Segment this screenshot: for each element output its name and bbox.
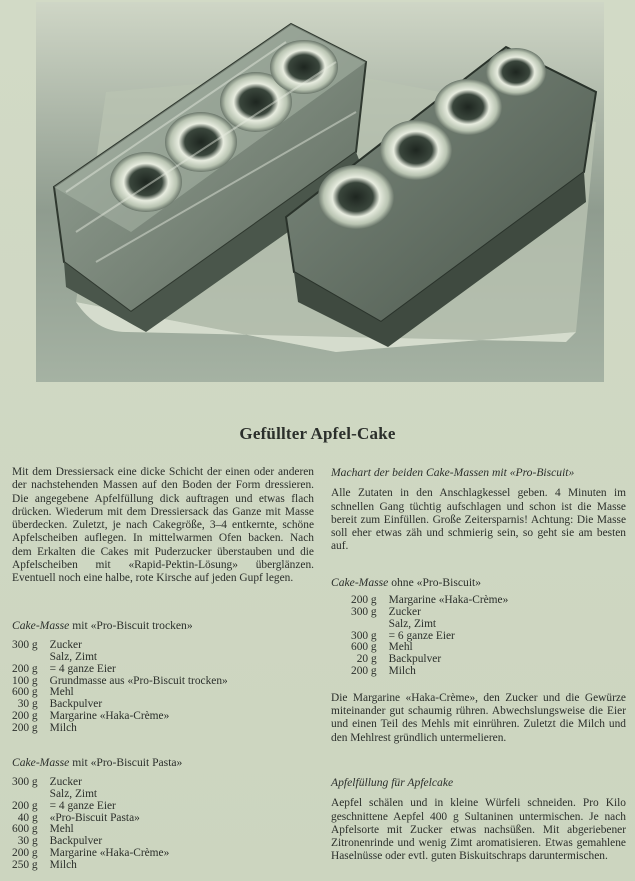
ingredient-row [351,619,508,631]
ingredient-qty: 600 g [12,686,38,699]
ingredient-name: Mehl [49,686,74,699]
ingredient-name: Mehl [388,641,413,654]
ingredient-name: = 6 ganze Eier [388,629,455,642]
recipe-pasta [12,756,182,872]
ingredient-qty: 200 g [12,847,38,860]
ingredient-qty: 200 g [351,594,377,607]
ingredient-name: Backpulver [388,653,442,666]
ingredient-qty: 30 g [17,835,38,848]
ingredient-qty: 200 g [12,710,38,723]
recipe-trocken [12,619,228,735]
ingredient-row [12,640,228,652]
heading-italic: Cake-Masse [12,756,70,769]
ingredient-row [12,711,228,723]
ingredient-name: Milch [49,858,77,871]
ingredient-row [12,652,228,664]
filling-paragraph: Aepfel schälen und in kleine Würfeli schneiden. Pro Kilo geschnittene Aepfel 400 g Sultaninen untermischen. Je nach Apfelsorte mit Zucker etwas nachsüßen. Mit abgeriebener Zitronenrinde und wenig Zimt aromatisieren. Etwas gemahlene Haselnüsse oder evtl. guten Biskuitschraps daruntermischen. [331,797,626,863]
ingredient-name: Zucker [388,606,421,619]
ingredient-row [12,687,228,699]
ingredient-qty: 300 g [351,629,377,642]
ingredient-qty: 300 g [351,606,377,619]
filling-section [331,776,626,864]
recipe-ohne [331,576,626,745]
ingredient-name: Backpulver [49,698,103,711]
ingredient-qty: 300 g [12,639,38,652]
heading-italic: Cake-Masse [12,619,70,632]
machart-paragraph: Alle Zutaten in den Anschlagkessel geben. 4 Minuten im schnellen Gang tüchtig aufschlagen und schon ist die Masse bereit zum Einfüllen. Große Zeitersparnis! Achtung: Die Masse soll eher etwas zäh und schmierig sein, so geht sie am besten auf. [331,487,626,553]
ingredient-name: Margarine «Haka-Crème» [388,594,509,607]
ingredient-list [351,595,508,678]
filling-heading: Apfelfüllung für Apfelcake [331,776,454,789]
ingredient-qty: 40 g [17,811,38,824]
ingredient-name: Grundmasse aus «Pro-Biscuit trocken» [49,674,228,687]
ingredient-qty: 30 g [17,698,38,711]
ingredient-row [12,860,169,872]
ingredient-qty: 200 g [351,665,377,678]
ingredient-name: Backpulver [49,835,103,848]
recipe-pasta-heading [12,756,182,769]
ingredient-name: Salz, Zimt [49,651,98,664]
ingredient-name: Margarine «Haka-Crème» [49,847,170,860]
page-title: Gefüllter Apfel-Cake [239,424,396,443]
right-column [331,466,626,863]
ingredient-list [12,777,169,871]
machart-heading: Machart der beiden Cake-Massen mit «Pro-Biscuit» [331,466,575,479]
ingredient-name: Salz, Zimt [388,617,437,630]
heading-rest: ohne «Pro-Biscuit» [388,576,482,589]
ingredient-row [12,664,228,676]
ingredient-qty: 600 g [12,823,38,836]
ingredient-row [12,676,228,688]
ingredient-name: Salz, Zimt [49,788,98,801]
ingredient-qty: 20 g [356,653,377,666]
apple-cake-illustration [36,2,604,382]
ingredient-qty [351,619,377,631]
ingredient-qty: 300 g [12,776,38,789]
ingredient-name: Zucker [49,776,82,789]
recipe-ohne-heading [331,576,626,589]
recipe-trocken-heading [12,619,228,632]
ingredient-name: = 4 ganze Eier [49,662,116,675]
intro-paragraph: Mit dem Dressiersack eine dicke Schicht der einen oder anderen der nachstehenden Massen auf den Boden der Form dressieren. Die angegebene Apfelfüllung dick auftragen und etwas flach drücken. Wiederum mit dem Dressiersack das Ganze mit Masse überdecken. Zuletzt, je nach Cakegröße, 3–4 entkernte, schöne Apfelscheiben auflegen. In mittelwarmen Ofen backen. Nach dem Erkalten die Cakes mit Puderzucker überstauben und die Apfelscheiben mit «Rapid-Pektin-Lösung» überglänzen. Eventuell noch eine halbe, rote Kirsche auf jeden Gupf legen. [12,466,314,585]
heading-rest: mit «Pro-Biscuit Pasta» [69,756,183,769]
ingredient-row [12,723,228,735]
recipe-ohne-paragraph: Die Margarine «Haka-Crème», den Zucker und die Gewürze miteinander gut schaumig rühren. Abwechslungsweise die Eier und einen Teil des Mehls mit einrühren. Zuletzt die Milch und den Mehlrest gründlich untermelieren. [331,691,626,744]
left-column [12,466,314,871]
ingredient-qty: 250 g [12,858,38,871]
ingredient-name: «Pro-Biscuit Pasta» [49,811,140,824]
apple-cake-photo [36,2,604,382]
ingredient-qty: 100 g [12,674,38,687]
ingredient-qty: 200 g [12,799,38,812]
heading-italic: Cake-Masse [331,576,389,589]
ingredient-name: Margarine «Haka-Crème» [49,710,170,723]
heading-rest: mit «Pro-Biscuit trocken» [69,619,193,632]
ingredient-name: Milch [388,665,416,678]
ingredient-qty: 200 g [12,721,38,734]
ingredient-list [12,640,228,734]
ingredient-name: Mehl [49,823,74,836]
ingredient-name: Milch [49,721,77,734]
ingredient-row [351,666,508,678]
ingredient-name: = 4 ganze Eier [49,799,116,812]
ingredient-qty: 200 g [12,662,38,675]
ingredient-qty: 600 g [351,641,377,654]
ingredient-name: Zucker [49,639,82,652]
ingredient-row [12,801,169,813]
